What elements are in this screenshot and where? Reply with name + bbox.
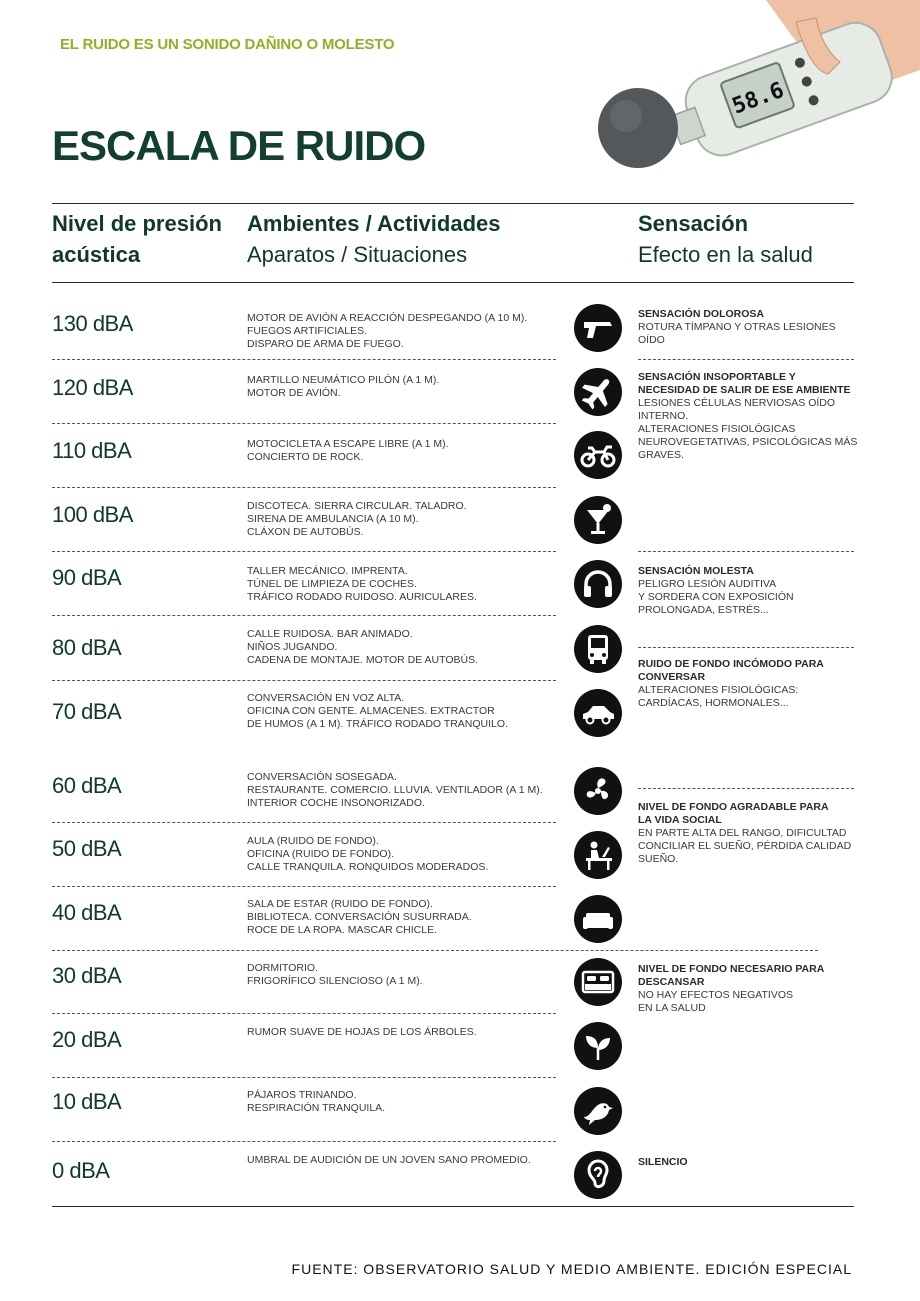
activity-line: DORMITORIO. xyxy=(247,962,318,974)
noise-level: 20 dBA xyxy=(52,1027,122,1052)
noise-level: 90 dBA xyxy=(52,565,122,590)
activity-line: MOTOCICLETA A ESCAPE LIBRE (A 1 M). xyxy=(247,438,449,450)
sensation-effect: NO HAY EFECTOS NEGATIVOS xyxy=(638,989,794,1001)
leaves-icon xyxy=(574,1022,622,1070)
sensation-effect: SUEÑO. xyxy=(638,853,679,865)
activity-line: OFICINA (RUIDO DE FONDO). xyxy=(247,848,394,860)
sensation-block xyxy=(638,963,858,1015)
sensation-block xyxy=(638,801,858,866)
header-sensation-sub: Efecto en la salud xyxy=(638,242,813,267)
sensation-heading: CONVERSAR xyxy=(638,671,706,683)
header-sensation xyxy=(638,208,813,270)
sofa-icon xyxy=(574,895,622,943)
sensation-divider xyxy=(638,359,854,360)
activity-line: PÁJAROS TRINANDO. xyxy=(247,1089,357,1101)
noise-level: 50 dBA xyxy=(52,836,122,861)
sensation-divider xyxy=(638,551,854,552)
sensation-heading: NIVEL DE FONDO NECESARIO PARA xyxy=(638,963,825,975)
airplane-icon xyxy=(574,368,622,416)
sensation-block xyxy=(638,1156,858,1169)
activity-list xyxy=(247,692,552,731)
activity-line: MOTOR DE AVIÓN A REACCIÓN DESPEGANDO (A 10 M). xyxy=(247,312,528,324)
sensation-effect: LESIONES CÉLULAS NERVIOSAS OÍDO xyxy=(638,397,836,409)
gun-icon xyxy=(574,304,622,352)
sound-meter-illustration xyxy=(596,0,920,170)
section-divider xyxy=(52,950,818,951)
activity-list xyxy=(247,438,552,464)
header-level xyxy=(52,208,222,270)
noise-level: 10 dBA xyxy=(52,1089,122,1114)
noise-level: 60 dBA xyxy=(52,773,122,798)
row-divider xyxy=(52,1141,556,1142)
header-activities-sub: Aparatos / Situaciones xyxy=(247,242,468,267)
activity-line: RESPIRACIÓN TRANQUILA. xyxy=(247,1102,386,1114)
row-divider xyxy=(52,680,556,681)
activity-line: RUMOR SUAVE DE HOJAS DE LOS ÁRBOLES. xyxy=(247,1026,477,1038)
activity-list xyxy=(247,565,552,604)
row-divider xyxy=(52,615,556,616)
noise-level: 0 dBA xyxy=(52,1158,110,1183)
bus-icon xyxy=(574,625,622,673)
activity-line: INTERIOR COCHE INSONORIZADO. xyxy=(247,797,425,809)
activity-list xyxy=(247,628,552,667)
activity-line: CALLE TRANQUILA. RONQUIDOS MODERADOS. xyxy=(247,861,489,873)
noise-level: 80 dBA xyxy=(52,635,122,660)
header-activities-title: Ambientes / Actividades xyxy=(247,211,501,236)
activity-line: UMBRAL DE AUDICIÓN DE UN JOVEN SANO PROMEDIO. xyxy=(247,1154,531,1166)
table-bottom-rule xyxy=(52,1206,854,1207)
ear-icon xyxy=(574,1151,622,1199)
activity-list xyxy=(247,1154,552,1167)
sensation-block xyxy=(638,565,858,617)
noise-level: 100 dBA xyxy=(52,502,133,527)
activity-line: MOTOR DE AVIÓN. xyxy=(247,387,341,399)
activity-line: CONCIERTO DE ROCK. xyxy=(247,451,364,463)
sensation-divider xyxy=(638,788,854,789)
motorcycle-icon xyxy=(574,431,622,479)
sensation-effect: Y SORDERA CON EXPOSICIÓN xyxy=(638,591,794,603)
header-activities xyxy=(247,208,500,270)
sensation-heading: SENSACIÓN DOLOROSA xyxy=(638,308,765,320)
meter-display: 58.6 xyxy=(729,77,788,120)
sensation-effect: PELIGRO LESIÓN AUDITIVA xyxy=(638,578,777,590)
page-title: ESCALA DE RUIDO xyxy=(52,122,426,169)
header-sensation-title: Sensación xyxy=(638,211,749,236)
sensation-heading: LA VIDA SOCIAL xyxy=(638,814,722,826)
sensation-heading: SENSACIÓN INSOPORTABLE Y xyxy=(638,371,796,383)
activity-list xyxy=(247,1089,552,1115)
activity-list xyxy=(247,835,552,874)
activity-line: TALLER MECÁNICO. IMPRENTA. xyxy=(247,565,408,577)
row-divider xyxy=(52,359,556,360)
noise-level: 70 dBA xyxy=(52,699,122,724)
sensation-effect: INTERNO. xyxy=(638,410,689,422)
sensation-effect: GRAVES. xyxy=(638,449,684,461)
sensation-effect: EN LA SALUD xyxy=(638,1002,706,1014)
sensation-heading: NIVEL DE FONDO AGRADABLE PARA xyxy=(638,801,829,813)
activity-line: SALA DE ESTAR (RUIDO DE FONDO). xyxy=(247,898,433,910)
activity-line: CADENA DE MONTAJE. MOTOR DE AUTOBÚS. xyxy=(247,654,479,666)
desk-icon xyxy=(574,831,622,879)
header-level-line2: acústica xyxy=(52,242,141,267)
sensation-divider xyxy=(638,647,854,648)
sensation-heading: SILENCIO xyxy=(638,1156,688,1168)
sensation-effect: CONCILIAR EL SUEÑO, PÉRDIDA CALIDAD xyxy=(638,840,852,852)
activity-line: CLÁXON DE AUTOBÚS. xyxy=(247,526,364,538)
sensation-effect: NEUROVEGETATIVAS, PSICOLÓGICAS MÁS xyxy=(638,436,858,448)
activity-line: NIÑOS JUGANDO. xyxy=(247,641,338,653)
activity-line: CALLE RUIDOSA. BAR ANIMADO. xyxy=(247,628,413,640)
row-divider xyxy=(52,1077,556,1078)
kicker-text: EL RUIDO ES UN SONIDO DAÑINO O MOLESTO xyxy=(60,36,395,53)
activity-line: MARTILLO NEUMÁTICO PILÓN (A 1 M). xyxy=(247,374,440,386)
noise-level: 110 dBA xyxy=(52,438,132,463)
activity-line: FUEGOS ARTIFICIALES. xyxy=(247,325,368,337)
fan-icon xyxy=(574,767,622,815)
sensation-block xyxy=(638,308,858,347)
activity-line: BIBLIOTECA. CONVERSACIÓN SUSURRADA. xyxy=(247,911,472,923)
activity-line: DISPARO DE ARMA DE FUEGO. xyxy=(247,338,404,350)
sensation-effect: ROTURA TÍMPANO Y OTRAS LESIONES xyxy=(638,321,836,333)
row-divider xyxy=(52,886,556,887)
bird-icon xyxy=(574,1087,622,1135)
activity-list xyxy=(247,500,552,539)
activity-line: SIRENA DE AMBULANCIA (A 10 M). xyxy=(247,513,419,525)
activity-list xyxy=(247,771,552,810)
sensation-effect: ALTERACIONES FISIOLÓGICAS xyxy=(638,423,796,435)
sensation-heading: SENSACIÓN MOLESTA xyxy=(638,565,754,577)
activity-line: TRÁFICO RODADO RUIDOSO. AURICULARES. xyxy=(247,591,477,603)
noise-level: 120 dBA xyxy=(52,375,133,400)
sensation-effect: PROLONGADA, ESTRÉS... xyxy=(638,604,769,616)
activity-list xyxy=(247,312,552,351)
activity-list xyxy=(247,962,552,988)
sensation-effect: EN PARTE ALTA DEL RANGO, DIFICULTAD xyxy=(638,827,847,839)
sensation-block xyxy=(638,658,858,710)
row-divider xyxy=(52,423,556,424)
sensation-block xyxy=(638,371,858,462)
activity-line: CONVERSACIÓN SOSEGADA. xyxy=(247,771,397,783)
bed-icon xyxy=(574,958,622,1006)
sensation-heading: NECESIDAD DE SALIR DE ESE AMBIENTE xyxy=(638,384,851,396)
cocktail-icon xyxy=(574,496,622,544)
sensation-heading: DESCANSAR xyxy=(638,976,705,988)
activity-line: TÚNEL DE LIMPIEZA DE COCHES. xyxy=(247,578,417,590)
noise-level: 40 dBA xyxy=(52,900,122,925)
activity-list xyxy=(247,1026,552,1039)
noise-level: 30 dBA xyxy=(52,963,122,988)
activity-line: CONVERSACIÓN EN VOZ ALTA. xyxy=(247,692,405,704)
activity-line: RESTAURANTE. COMERCIO. LLUVIA. VENTILADOR (A 1 M). xyxy=(247,784,543,796)
activity-line: DISCOTECA. SIERRA CIRCULAR. TALADRO. xyxy=(247,500,467,512)
sensation-effect: CARDÍACAS, HORMONALES... xyxy=(638,697,789,709)
car-icon xyxy=(574,689,622,737)
activity-line: AULA (RUIDO DE FONDO). xyxy=(247,835,379,847)
row-divider xyxy=(52,551,556,552)
activity-list xyxy=(247,374,552,400)
headphones-icon xyxy=(574,560,622,608)
sensation-heading: RUIDO DE FONDO INCÓMODO PARA xyxy=(638,658,824,670)
header-top-rule xyxy=(52,203,854,204)
activity-line: DE HUMOS (A 1 M). TRÁFICO RODADO TRANQUILO. xyxy=(247,718,508,730)
source-credit: FUENTE: OBSERVATORIO SALUD Y MEDIO AMBIENTE. EDICIÓN ESPECIAL xyxy=(291,1261,852,1277)
header-bottom-rule xyxy=(52,282,854,283)
sensation-effect: ALTERACIONES FISIOLÓGICAS: xyxy=(638,684,799,696)
activity-list xyxy=(247,898,552,937)
noise-level: 130 dBA xyxy=(52,311,133,336)
activity-line: OFICINA CON GENTE. ALMACENES. EXTRACTOR xyxy=(247,705,495,717)
activity-line: FRIGORÍFICO SILENCIOSO (A 1 M). xyxy=(247,975,423,987)
activity-line: ROCE DE LA ROPA. MASCAR CHICLE. xyxy=(247,924,438,936)
row-divider xyxy=(52,487,556,488)
header-level-line1: Nivel de presión xyxy=(52,211,222,236)
row-divider xyxy=(52,1013,556,1014)
sensation-effect: OÍDO xyxy=(638,334,665,346)
row-divider xyxy=(52,822,556,823)
